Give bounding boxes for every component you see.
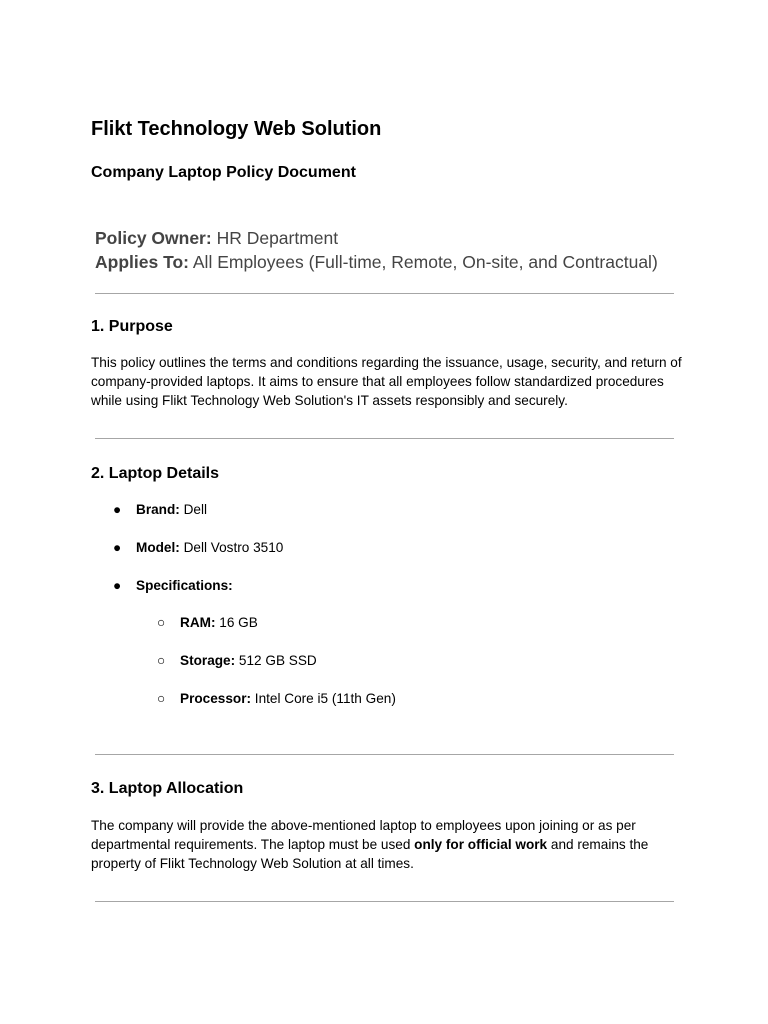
hollow-bullet-icon: ○: [157, 691, 166, 706]
brand-value: Dell: [179, 502, 208, 517]
policy-owner-line: [95, 227, 338, 249]
purpose-paragraph: This policy outlines the terms and conditions regarding the issuance, usage, security, and return of company-provided laptops. It aims to ensure that all employees follow standardized procedures while using Flikt Technology Web Solution's IT assets responsibly and securely.: [91, 355, 682, 408]
storage-label: Storage:: [180, 653, 236, 668]
section-heading-purpose: 1. Purpose: [91, 318, 173, 335]
allocation-text-start: The company will provide the above-mentioned laptop to employees upon joining or as per departmental requirements. The laptop must be used: [91, 818, 636, 852]
model-label: Model:: [136, 540, 180, 555]
bullet-icon: ●: [113, 502, 122, 517]
allocation-emphasis: only for official work: [414, 837, 548, 852]
section-heading-laptop-details: 2. Laptop Details: [91, 465, 220, 482]
allocation-text-end: and remains the property of Flikt Technology Web Solution at all times.: [91, 837, 649, 871]
storage-value: 512 GB SSD: [235, 653, 317, 668]
horizontal-divider: [95, 293, 674, 294]
bullet-icon: ●: [113, 540, 122, 555]
applies-to-value: All Employees (Full-time, Remote, On-site, and Contractual): [188, 252, 658, 272]
ram-label: RAM:: [180, 615, 216, 630]
document-title: Flikt Technology Web Solution: [91, 118, 382, 140]
policy-owner-label: Policy Owner:: [95, 228, 212, 248]
ram-value: 16 GB: [215, 615, 258, 630]
processor-value: Intel Core i5 (11th Gen): [251, 691, 396, 706]
horizontal-divider: [95, 754, 674, 755]
hollow-bullet-icon: ○: [157, 615, 166, 630]
document-subtitle: Company Laptop Policy Document: [91, 164, 356, 181]
applies-to-label: Applies To:: [95, 252, 189, 272]
policy-owner-value: HR Department: [211, 228, 339, 248]
section-heading-laptop-allocation: 3. Laptop Allocation: [91, 780, 244, 797]
processor-label: Processor:: [180, 691, 252, 706]
specifications-label: Specifications:: [136, 578, 233, 593]
hollow-bullet-icon: ○: [157, 653, 166, 668]
horizontal-divider: [95, 901, 674, 902]
model-value: Dell Vostro 3510: [179, 540, 284, 555]
horizontal-divider: [95, 438, 674, 439]
applies-to-line: [95, 251, 658, 273]
allocation-paragraph: [91, 816, 691, 873]
brand-label: Brand:: [136, 502, 180, 517]
bullet-icon: ●: [113, 578, 122, 593]
